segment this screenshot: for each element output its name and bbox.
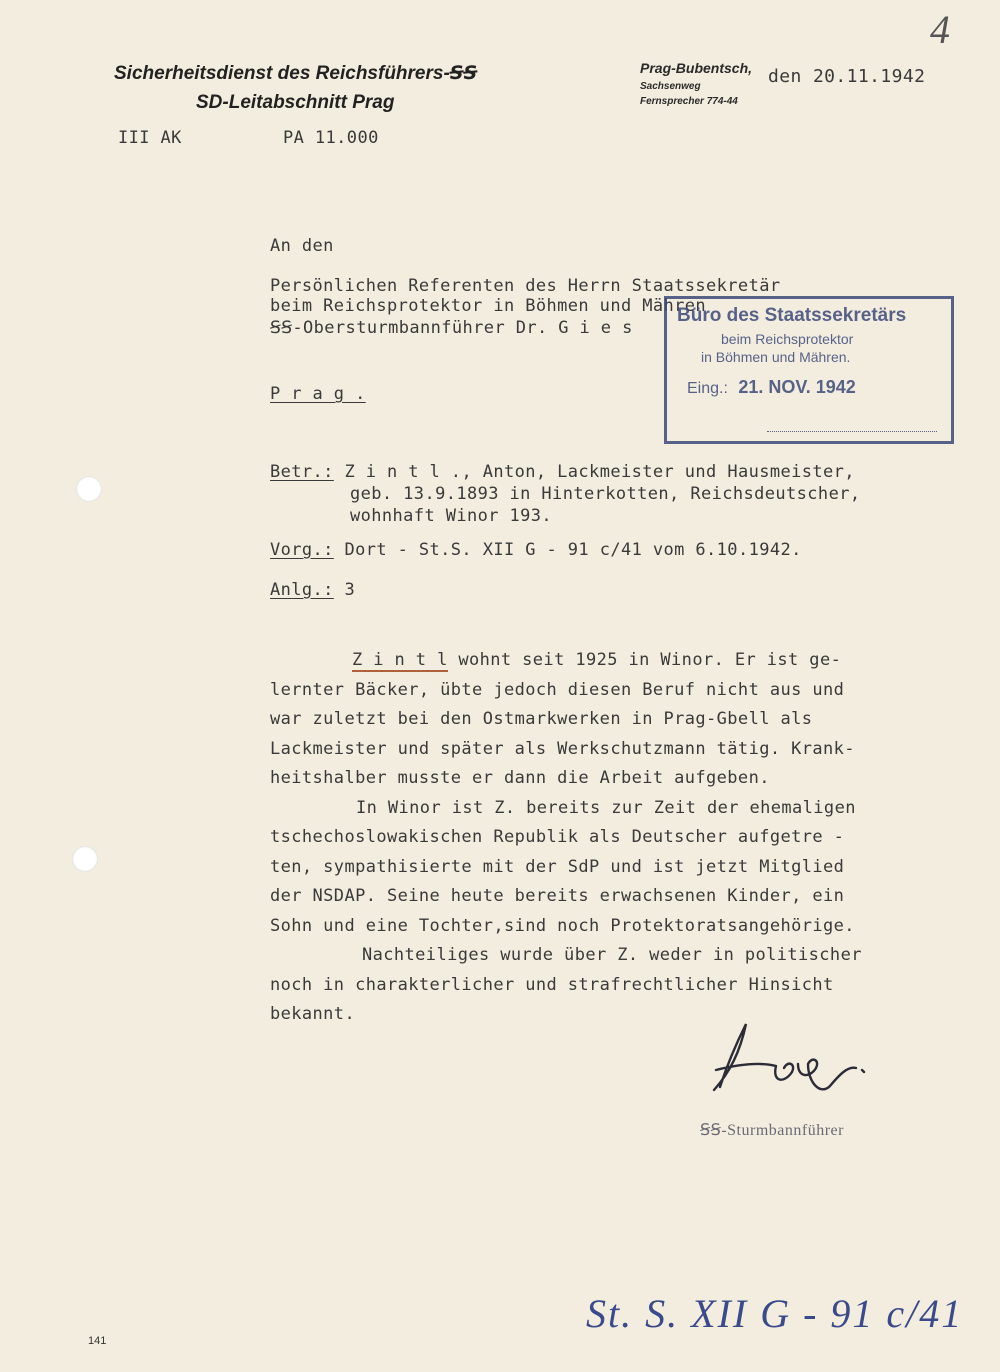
subject-line2: geb. 13.9.1893 in Hinterkotten, Reichsdeutscher,	[350, 484, 861, 504]
letterhead-address-line2: Sachsenweg	[640, 81, 701, 92]
recipient-line1: Persönlichen Referenten des Herrn Staatssekretär	[270, 276, 781, 296]
subject-line3: wohnhaft Winor 193.	[350, 506, 553, 526]
recipient-line2: beim Reichsprotektor in Böhmen und Mähren	[270, 296, 707, 316]
body-p1-line3: war zuletzt bei den Ostmarkwerken in Prag-Gbell als	[270, 709, 813, 729]
punch-hole-top	[76, 476, 102, 502]
received-stamp-label: Eing.:	[687, 380, 728, 397]
received-stamp-date-row	[687, 377, 856, 398]
enclosures-label: Anlg.:	[270, 580, 334, 600]
reference-stamp: St. S. XII G - 91 c/41	[586, 1291, 964, 1336]
received-stamp	[664, 296, 954, 444]
body-p2-line5: Sohn und eine Tochter,sind noch Protektoratsangehörige.	[270, 915, 855, 936]
body-p3-line1: Nachteiliges wurde über Z. weder in politischer	[362, 945, 862, 965]
letter-date: den 20.11.1942	[768, 66, 926, 87]
previous-ref-text: Dort - St.S. XII G - 91 c/41 vom 6.10.1942.	[344, 540, 802, 560]
subject-line1-rest: ., Anton, Lackmeister und Hausmeister,	[440, 462, 855, 482]
file-ref: PA 11.000	[283, 128, 379, 148]
letterhead-org-line2: SD-Leitabschnitt Prag	[196, 92, 395, 113]
body-p1-line4: Lackmeister und später als Werkschutzmann tätig. Krank-	[270, 738, 855, 759]
enclosures-count: 3	[344, 580, 356, 600]
punch-hole-bottom	[72, 846, 98, 872]
body-p1-line5: heitshalber musste er dann die Arbeit aufgeben.	[270, 768, 770, 788]
body-p1-line1	[270, 646, 862, 676]
subject-label: Betr.:	[270, 462, 334, 482]
letterhead-org-line1: Sicherheitsdienst des Reichsführers-ꞨꞨ	[114, 63, 478, 84]
letterhead-phone: Fernsprecher 774-44	[640, 96, 738, 107]
page-code: 141	[88, 1335, 107, 1347]
body-p2-line2: tschechoslowakischen Republik als Deutscher aufgetre -	[270, 827, 845, 847]
body-p2-line3: ten, sympathisierte mit der SdP und ist jetzt Mitglied	[270, 856, 845, 877]
recipient-city: P r a g .	[270, 384, 366, 404]
body-name-underlined: Z i n t l	[352, 650, 448, 670]
page-number-handwritten: 4	[930, 7, 950, 52]
body-p1-line1-rest: wohnt seit 1925 in Winor. Er ist ge-	[447, 650, 842, 670]
received-stamp-signature-line	[767, 431, 937, 432]
body-p3-line3: bekannt.	[270, 1004, 356, 1024]
recipient-line3: ꞨꞨ-Obersturmbannführer Dr. G i e s	[270, 318, 633, 338]
body-p1-line2: lernter Bäcker, übte jedoch diesen Beruf nicht aus und	[270, 679, 845, 700]
body-text	[270, 646, 862, 1030]
body-p2-line1: In Winor ist Z. bereits zur Zeit der ehemaligen	[356, 797, 856, 818]
letterhead-address-line1: Prag-Bubentsch,	[640, 60, 753, 76]
enclosures-row	[270, 580, 355, 600]
subject-name: Z i n t l	[344, 462, 441, 482]
previous-ref-row	[270, 540, 802, 560]
received-stamp-office: Büro des Staatssekretärs	[677, 305, 907, 326]
previous-ref-label: Vorg.:	[270, 540, 334, 560]
body-p3-line2: noch in charakterlicher und strafrechtlicher Hinsicht	[270, 974, 834, 995]
received-stamp-line3: in Böhmen und Mähren.	[701, 349, 851, 365]
received-stamp-date: 21. NOV. 1942	[738, 377, 856, 397]
subject-row1	[270, 462, 855, 482]
recipient-salutation: An den	[270, 236, 334, 256]
rank-stamp: ꞨꞨ-Sturmbannführer	[700, 1122, 844, 1139]
department-ref: III AK	[118, 128, 182, 148]
body-p2-line4: der NSDAP. Seine heute bereits erwachsenen Kinder, ein	[270, 886, 845, 906]
received-stamp-line2: beim Reichsprotektor	[721, 331, 854, 347]
handwritten-signature	[680, 1012, 880, 1102]
